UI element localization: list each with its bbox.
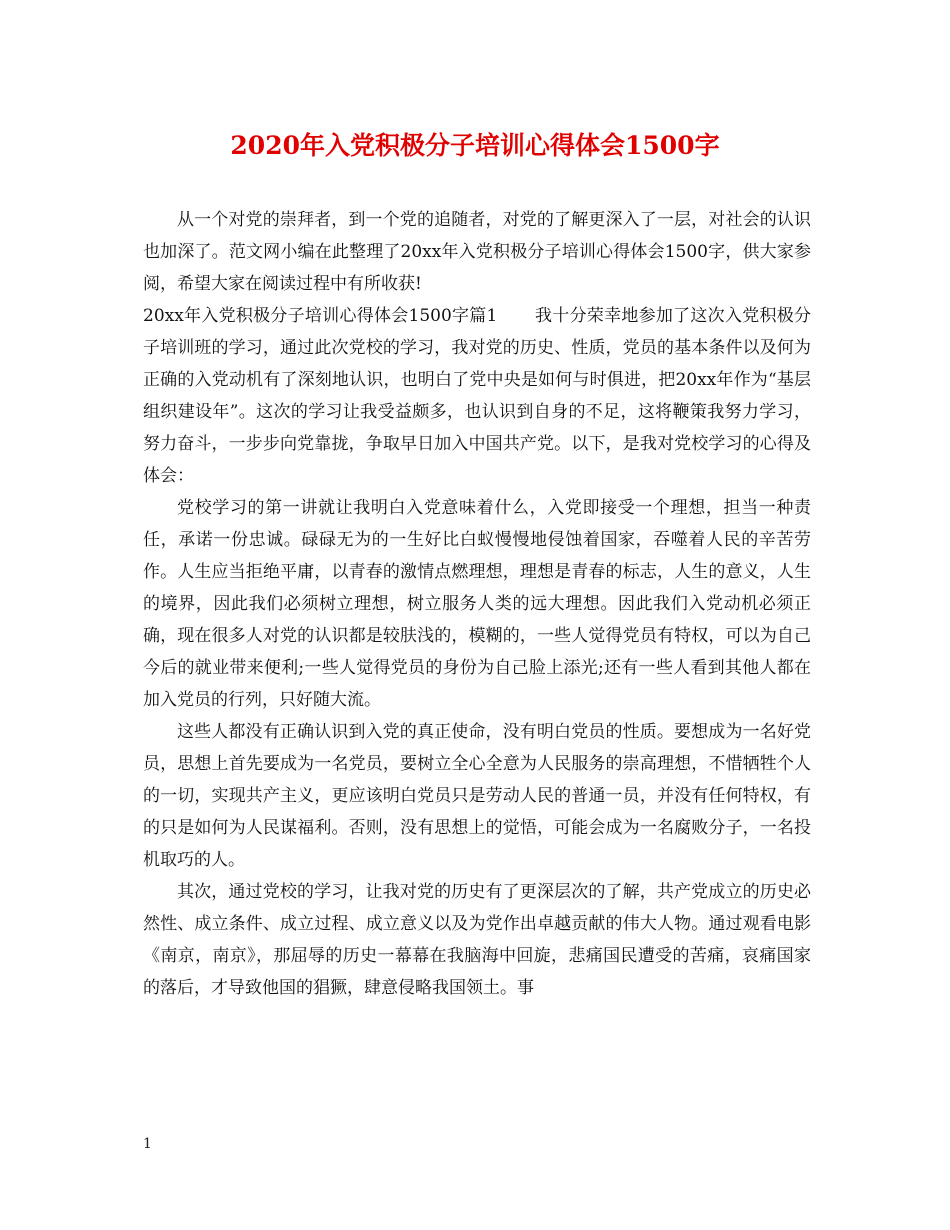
document-title: 2020年入党积极分子培训心得体会1500字	[230, 131, 720, 160]
page-number: 1	[143, 1136, 152, 1152]
body-paragraph: 党校学习的第一讲就让我明白入党意味着什么，入党即接受一个理想，担当一种责任，承诺一份忠诚。碌碌无为的一生好比白蚁慢慢地侵蚀着国家，吞噬着人民的辛苦劳作。人生应当拒绝平庸，以青春的激情点燃理想，理想是青春的标志，人生的意义，人生的境界，因此我们必须树立理想，树立服务人类的远大理想。因此我们入党动机必须正确，现在很多人对党的认识都是较肤浅的，模糊的，一些人觉得党员有特权，可以为自己今后的就业带来便利;一些人觉得党员的身份为自己脸上添光;还有一些人看到其他人都在加入党员的行列，只好随大流。	[143, 498, 811, 710]
section-first-text: 我十分荣幸地参加了这次入党积极分子培训班的学习，通过此次党校的学习，我对党的历史、性质，党员的基本条件以及何为正确的入党动机有了深刻地认识，也明白了党中央是如何与时俱进，把20xx年作为“基层组织建设年”。这次的学习让我受益颇多，也认识到自身的不足，这将鞭策我努力学习，努力奋斗，一步步向党靠拢，争取早日加入中国共产党。以下，是我对党校学习的心得及体会：	[143, 306, 812, 486]
body-paragraph: 这些人都没有正确认识到入党的真正使命，没有明白党员的性质。要想成为一名好党员，思想上首先要成为一名党员，要树立全心全意为人民服务的崇高理想，不惜牺牲个人的一切，实现共产主义，更应该明白党员只是劳动人民的普通一员，并没有任何特权，有的只是如何为人民谋福利。否则，没有思想上的觉悟，可能会成为一名腐败分子，一名投机取巧的人。	[143, 722, 811, 870]
intro-paragraph: 从一个对党的崇拜者，到一个党的追随者，对党的了解更深入了一层，对社会的认识也加深了。范文网小编在此整理了20xx年入党积极分子培训心得体会1500字，供大家参阅，希望大家在阅读过程中有所收获!	[143, 210, 811, 294]
section-heading: 20xx年入党积极分子培训心得体会1500字篇1	[143, 306, 498, 326]
section-paragraph	[143, 300, 811, 492]
document-body	[143, 204, 811, 1004]
body-paragraph: 其次，通过党校的学习，让我对党的历史有了更深层次的了解，共产党成立的历史必然性、成立条件、成立过程、成立意义以及为党作出卓越贡献的伟大人物。通过观看电影《南京，南京》，那屈辱的历史一幕幕在我脑海中回旋，悲痛国民遭受的苦痛，哀痛国家的落后，才导致他国的猖獗，肆意侵略我国领土。事	[143, 882, 811, 998]
